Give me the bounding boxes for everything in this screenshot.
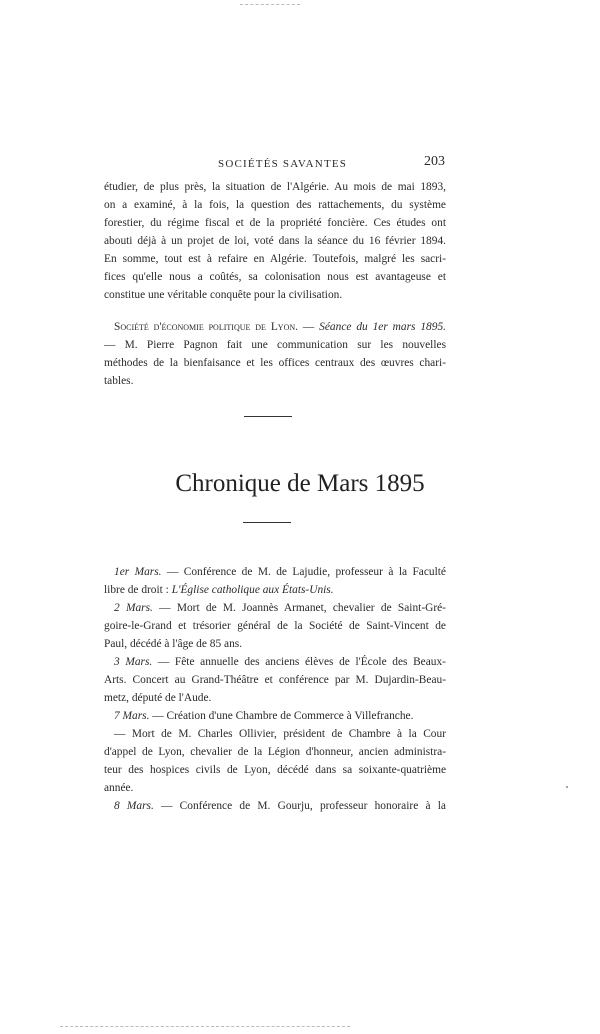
entry-line: goire-le-Grand et trésorier général de la Société de Saint-Vincent de [104,620,446,632]
page-number: 203 [424,154,445,169]
entry-date: 2 Mars. [114,602,153,614]
seance-date: Séance du 1er mars 1895. [319,321,446,333]
paragraph-line: constitue une véritable conquête pour la civilisation. [104,289,343,301]
running-head: SOCIÉTÉS SAVANTES [218,158,348,170]
scan-edge-mark [60,1026,350,1027]
entry-line [104,563,446,581]
entry-line: Arts. Concert au Grand-Théâtre et conférence par M. Dujardin-Beau- [104,674,446,686]
entry-date: 7 Mars. [114,710,150,722]
paragraph-line: étudier, de plus près, la situation de l'Algérie. Au mois de mai 1893, [104,181,446,193]
paragraph-line: — M. Pierre Pagnon fait une communication sur les nouvelles [104,339,446,351]
entry-line [104,707,446,725]
entry-line: — Mort de M. Charles Ollivier, président de Chambre à la Cour [114,728,446,740]
entry-line [104,653,446,671]
entry-date: 3 Mars. [114,656,153,668]
entry-line: année. [104,782,134,794]
chronique-title: Chronique de Mars 1895 [175,470,425,497]
societe-name: Société d'économie politique de Lyon. [114,321,298,333]
entry-line: d'appel de Lyon, chevalier de la Légion d'honneur, ancien administra- [104,746,446,758]
paragraph-line: En somme, tout est à refaire en Algérie. Toutefois, malgré les sacri- [104,253,446,265]
entry-text: libre de droit : [104,584,172,596]
entry-text: — Conférence de M. de Lajudie, professeur à la Faculté [161,566,446,578]
paragraph-line: tables. [104,375,134,387]
societe-dash: — [297,321,320,333]
section-separator [244,416,292,417]
scan-speck [566,786,568,788]
entry-book-title: L'Église catholique aux États-Unis. [171,584,334,596]
entry-text: — Mort de M. Joannès Armanet, chevalier de Saint-Gré- [152,602,446,614]
entry-line: metz, député de l'Aude. [104,692,212,704]
paragraph-line: forestier, du régime fiscal et de la propriété foncière. Ces études ont [104,217,446,229]
entry-date: 8 Mars. [114,800,154,812]
entry-text: — Conférence de M. Gourju, professeur honoraire à la [153,800,446,812]
societe-heading-line [104,318,446,336]
chronique-entries [104,563,446,815]
entry-line: teur des hospices civils de Lyon, décédé dans sa soixante-quatrième [104,764,446,776]
entry-text: — Création d'une Chambre de Commerce à Villefranche. [149,710,414,722]
entry-line [104,581,446,599]
title-underline [243,522,291,523]
entry-line: Paul, décédé à l'âge de 85 ans. [104,638,243,650]
paragraph-line: abouti déjà à un projet de loi, voté dans la séance du 16 février 1894. [104,235,446,247]
societe-paragraph [104,318,446,390]
paragraph-line: on a examiné, à la fois, la question des rattachements, du système [104,199,446,211]
entry-date: 1er Mars. [114,566,162,578]
paragraph-line: méthodes de la bienfaisance et les offices centraux des œuvres chari- [104,357,446,369]
continued-paragraph [104,178,446,304]
entry-line [104,599,446,617]
paragraph-line: fices qu'elle nous a coûtés, sa colonisation nous est avantageuse et [104,271,446,283]
scan-edge-mark [240,4,300,5]
entry-text: — Fête annuelle des anciens élèves de l'École des Beaux- [152,656,446,668]
entry-line [104,797,446,815]
